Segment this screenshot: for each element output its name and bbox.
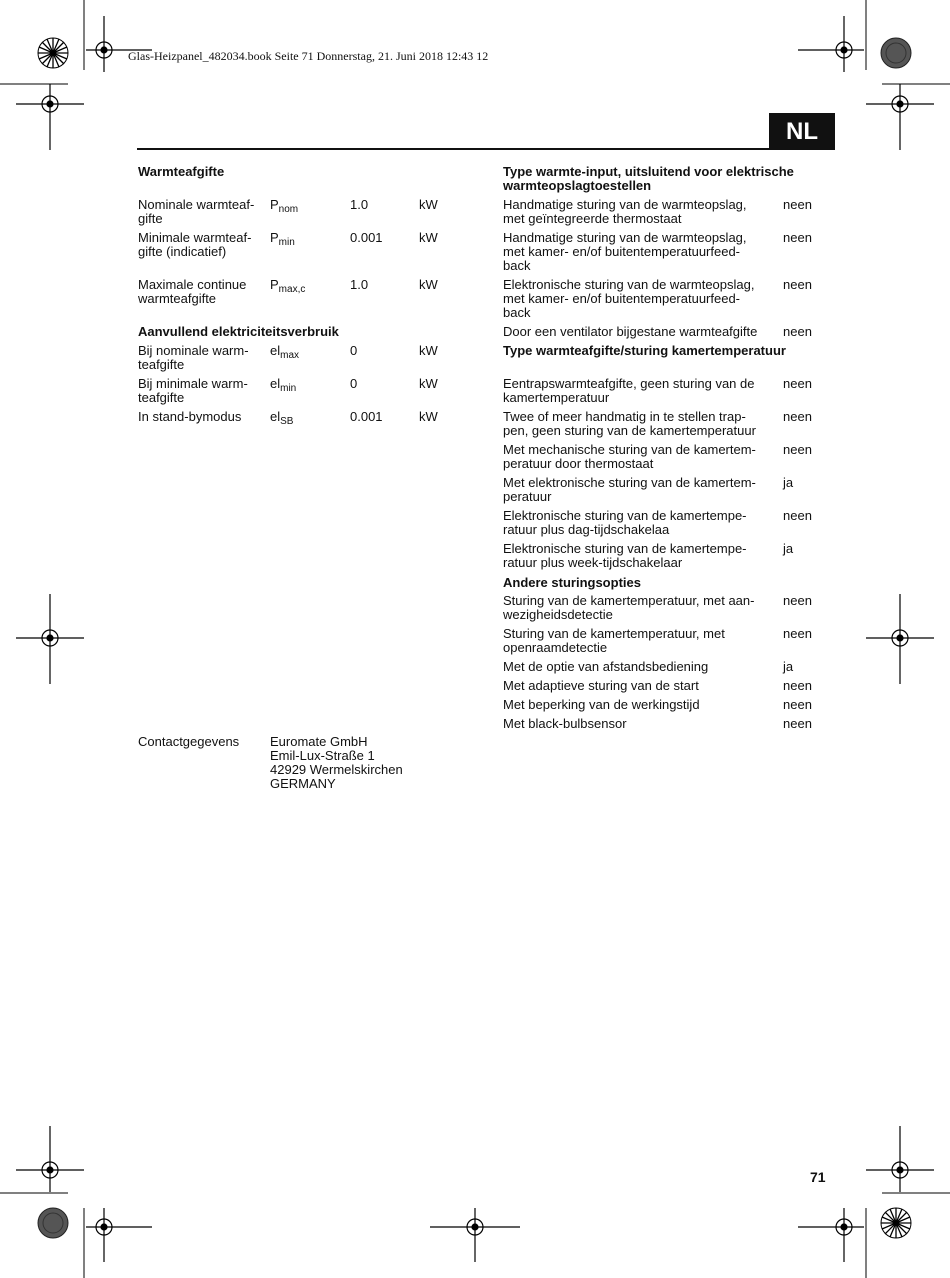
- spec-value: 0: [350, 376, 358, 391]
- contact-label: Contactgegevens: [138, 734, 240, 749]
- spec-label: Maximale continue warmteafgifte: [138, 277, 247, 306]
- option-label: Met elektronische sturing van de kamertem- peratuur: [503, 475, 756, 504]
- section-heading: Aanvullend elektriciteitsverbruik: [138, 324, 339, 339]
- option-label: Sturing van de kamertemperatuur, met openraamdetectie: [503, 626, 725, 655]
- option-label: Elektronische sturing van de kamertempe- ratuur plus week-tijdschakelaar: [503, 541, 747, 570]
- option-value: neen: [783, 697, 812, 712]
- option-label: Eentrapswarmteafgifte, geen sturing van de kamertemperatuur: [503, 376, 755, 405]
- section-heading: Type warmteafgifte/sturing kamertemperatuur: [503, 343, 786, 358]
- contact-address: Euromate GmbH Emil-Lux-Straße 1 42929 Wermelskirchen GERMANY: [270, 734, 403, 791]
- option-label: Met mechanische sturing van de kamertem- peratuur door thermostaat: [503, 442, 756, 471]
- option-value: neen: [783, 678, 812, 693]
- spec-label: Bij nominale warm- teafgifte: [138, 343, 249, 372]
- spec-unit: kW: [419, 230, 438, 245]
- running-head: Glas-Heizpanel_482034.book Seite 71 Donnerstag, 21. Juni 2018 12:43 12: [128, 49, 489, 63]
- spec-unit: kW: [419, 277, 438, 292]
- spec-label: In stand-bymodus: [138, 409, 242, 424]
- option-value: neen: [783, 277, 812, 292]
- symbol-subscript: nom: [278, 204, 299, 215]
- spec-value: 1.0: [350, 197, 369, 212]
- spec-unit: kW: [419, 376, 438, 391]
- option-label: Elektronische sturing van de kamertempe- ratuur plus dag-tijdschakelaa: [503, 508, 747, 537]
- symbol-main: el: [270, 343, 281, 358]
- spec-label: Bij minimale warm- teafgifte: [138, 376, 248, 405]
- option-value: neen: [783, 409, 812, 424]
- symbol-main: el: [270, 409, 281, 424]
- star-target-icon: [38, 38, 68, 68]
- spec-value: 0.001: [350, 409, 383, 424]
- section-heading: Type warmte-input, uitsluitend voor elektrische warmteopslagtoestellen: [503, 164, 794, 193]
- registration-mark-icon: [16, 1126, 84, 1192]
- spec-unit: kW: [419, 409, 438, 424]
- option-label: Handmatige sturing van de warmteopslag, met geïntegreerde thermostaat: [503, 197, 747, 226]
- option-value: neen: [783, 197, 812, 212]
- option-label: Met beperking van de werkingstijd: [503, 697, 700, 712]
- option-value: neen: [783, 442, 812, 457]
- language-tab: NL: [769, 113, 835, 150]
- spec-value: 0.001: [350, 230, 383, 245]
- registration-mark-icon: [798, 1208, 864, 1262]
- option-label: Met de optie van afstandsbediening: [503, 659, 709, 674]
- option-label: Met black-bulbsensor: [503, 716, 627, 731]
- symbol-subscript: max,c: [278, 284, 306, 295]
- registration-mark-icon: [86, 1208, 152, 1262]
- registration-mark-icon: [866, 84, 934, 150]
- spec-value: 0: [350, 343, 358, 358]
- registration-mark-icon: [798, 16, 864, 72]
- symbol-subscript: SB: [280, 416, 294, 427]
- spec-symbol: [270, 197, 299, 215]
- option-value: neen: [783, 716, 812, 731]
- registration-mark-icon: [430, 1208, 520, 1262]
- option-value: neen: [783, 324, 812, 339]
- spec-symbol: [270, 376, 297, 394]
- option-value: ja: [783, 541, 794, 556]
- option-value: neen: [783, 593, 812, 608]
- option-value: neen: [783, 376, 812, 391]
- registration-mark-icon: [16, 84, 84, 150]
- section-heading: Andere sturingsopties: [503, 575, 641, 590]
- spec-label: Nominale warmteaf- gifte: [138, 197, 255, 226]
- option-value: neen: [783, 508, 812, 523]
- option-label: Twee of meer handmatig in te stellen trap- pen, geen sturing van de kamertemperatuur: [503, 409, 756, 438]
- registration-mark-icon: [16, 594, 84, 684]
- symbol-subscript: max: [280, 350, 300, 361]
- option-value: ja: [783, 475, 794, 490]
- spec-label: Minimale warmteaf- gifte (indicatief): [138, 230, 252, 259]
- spec-symbol: [270, 277, 306, 295]
- symbol-main: el: [270, 376, 281, 391]
- registration-mark-icon: [866, 1126, 934, 1192]
- option-label: Handmatige sturing van de warmteopslag, met kamer- en/of buitentemperatuurfeed- back: [503, 230, 747, 273]
- spec-unit: kW: [419, 343, 438, 358]
- spec-symbol: [270, 409, 294, 427]
- section-heading: Warmteafgifte: [138, 164, 225, 179]
- header-rule: [137, 148, 834, 150]
- star-target-icon: [881, 1208, 911, 1238]
- spec-symbol: [270, 230, 295, 248]
- option-value: ja: [783, 659, 794, 674]
- option-label: Met adaptieve sturing van de start: [503, 678, 699, 693]
- symbol-subscript: min: [278, 237, 295, 248]
- symbol-main: P: [270, 230, 279, 245]
- symbol-subscript: min: [280, 383, 297, 394]
- symbol-main: P: [270, 277, 279, 292]
- registration-mark-icon: [866, 594, 934, 684]
- option-value: neen: [783, 626, 812, 641]
- symbol-main: P: [270, 197, 279, 212]
- option-label: Door een ventilator bijgestane warmteafgifte: [503, 324, 758, 339]
- spec-unit: kW: [419, 197, 438, 212]
- option-label: Sturing van de kamertemperatuur, met aan- wezigheidsdetectie: [503, 593, 755, 622]
- spec-symbol: [270, 343, 300, 361]
- spec-value: 1.0: [350, 277, 369, 292]
- option-value: neen: [783, 230, 812, 245]
- page-number: 71: [810, 1169, 826, 1185]
- option-label: Elektronische sturing van de warmteopslag, met kamer- en/of buitentemperatuurfeed- back: [503, 277, 755, 320]
